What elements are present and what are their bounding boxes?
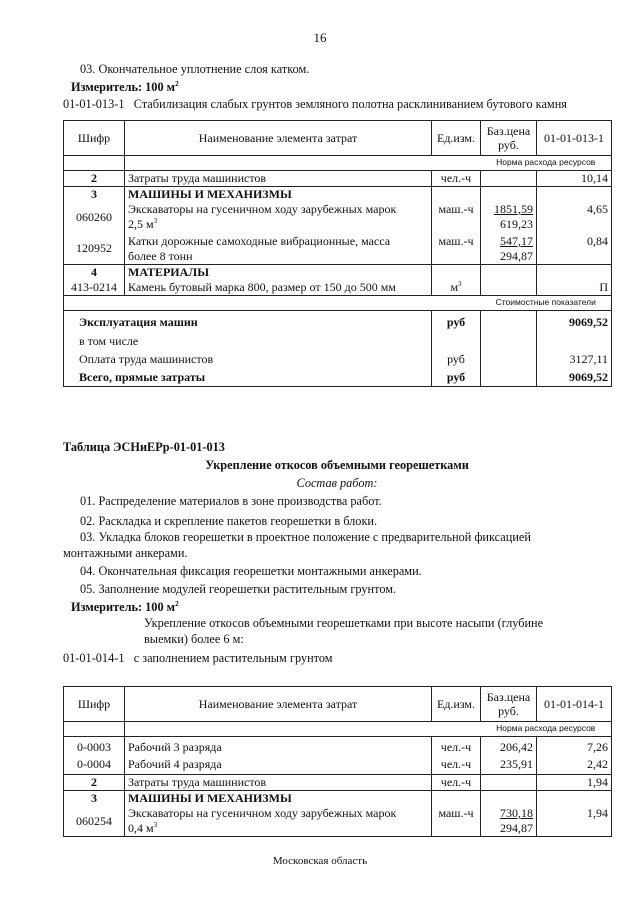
norm-label: Норма расхода ресурсов [481, 722, 612, 737]
item-description: выемки) более 6 м: [144, 632, 244, 646]
work-step-continued: монтажными анкерами. [63, 546, 188, 560]
table-row: 120952 Катки дорожные самоходные вибрационные, масса более 8 тонн маш.-ч 547,17 294,87 0,84 [64, 232, 612, 265]
resource-table-2 [63, 686, 612, 837]
resource-table-1 [63, 120, 612, 387]
table-row: 2 Затраты труда машинистов чел.-ч 1,94 [64, 775, 612, 791]
section-heading: Укрепление откосов объемными георешетками [205, 458, 469, 472]
work-composition-label: Состав работ: [296, 476, 378, 490]
table-row: 3 МАШИНЫ И МЕХАНИЗМЫ [64, 791, 612, 807]
norm-label: Норма расхода ресурсов [481, 156, 612, 171]
work-step: 05. Заполнение модулей георешетки растительным грунтом. [80, 582, 397, 596]
measure-unit-2: Измеритель: 100 $м^2$ [71, 599, 179, 614]
work-step: 04. Окончательная фиксация георешетки монтажными анкерами. [80, 564, 422, 578]
item-title-1: 01-01-013-1 Стабилизация слабых грунтов земляного полотна расклиниванием бутового камня [63, 97, 567, 111]
header-unit: Ед.изм. [432, 687, 481, 722]
step-final-compaction: 03. Окончательное уплотнение слоя катком. [80, 62, 310, 76]
table-row: 4 МАТЕРИАЛЫ [64, 265, 612, 281]
table-row: 060254 Экскаваторы на гусеничном ходу зарубежных марок 0,4 $м^3$ маш.-ч 730,18 294,87 1,94 [64, 806, 612, 837]
header-price: Баз.цена руб. [481, 121, 537, 156]
summary-row: в том числе [64, 332, 612, 349]
item-description: Укрепление откосов объемными георешетками при высоте насыпи (глубине [144, 616, 544, 630]
table-header [64, 121, 612, 156]
header-column-code: 01-01-013-1 [537, 121, 612, 156]
footer-region: Московская область [272, 855, 368, 867]
summary-row: Эксплуатация машин руб 9069,52 [64, 311, 612, 333]
header-code: Шифр [64, 121, 125, 156]
header-code: Шифр [64, 687, 125, 722]
work-step: 01. Распределение материалов в зоне производства работ. [80, 494, 382, 508]
table-row: 0-0003 Рабочий 3 разряда чел.-ч 206,42 7,26 [64, 737, 612, 758]
header-price: Баз.цена руб. [481, 687, 537, 722]
header-unit: Ед.изм. [432, 121, 481, 156]
header-name: Наименование элемента затрат [125, 687, 432, 722]
table-header [64, 687, 612, 722]
summary-row: Оплата труда машинистов руб 3127,11 [64, 349, 612, 368]
table-row: 2 Затраты труда машинистов чел.-ч 10,14 [64, 171, 612, 187]
measure-unit-1: Измеритель: 100 $м^2$ [71, 79, 179, 94]
work-step: 03. Укладка блоков георешетки в проектное положение с предварительной фиксацией [80, 530, 531, 544]
summary-row: Всего, прямые затраты руб 9069,52 [64, 368, 612, 387]
page-number: 16 [313, 30, 327, 45]
table-row: 0-0004 Рабочий 4 разряда чел.-ч 235,91 2,42 [64, 757, 612, 775]
table-row: 060260 Экскаваторы на гусеничном ходу зарубежных марок 2,5 $м^3$ маш.-ч 1851,59 619,23 4,65 [64, 202, 612, 232]
item-title-2: 01-01-014-1 с заполнением растительным грунтом [63, 651, 333, 665]
table-row: 3 МАШИНЫ И МЕХАНИЗМЫ [64, 187, 612, 203]
table-title: Таблица ЭСНиЕРр-01-01-013 [63, 440, 225, 454]
header-name: Наименование элемента затрат [125, 121, 432, 156]
work-step: 02. Раскладка и скрепление пакетов георешетки в блоки. [80, 514, 378, 528]
header-column-code: 01-01-014-1 [537, 687, 612, 722]
table-row: 413-0214 Камень бутовый марка 800, размер от 150 до 500 мм $м^3$ П [64, 280, 612, 296]
cost-label: Стоимостные показатели [481, 296, 612, 311]
